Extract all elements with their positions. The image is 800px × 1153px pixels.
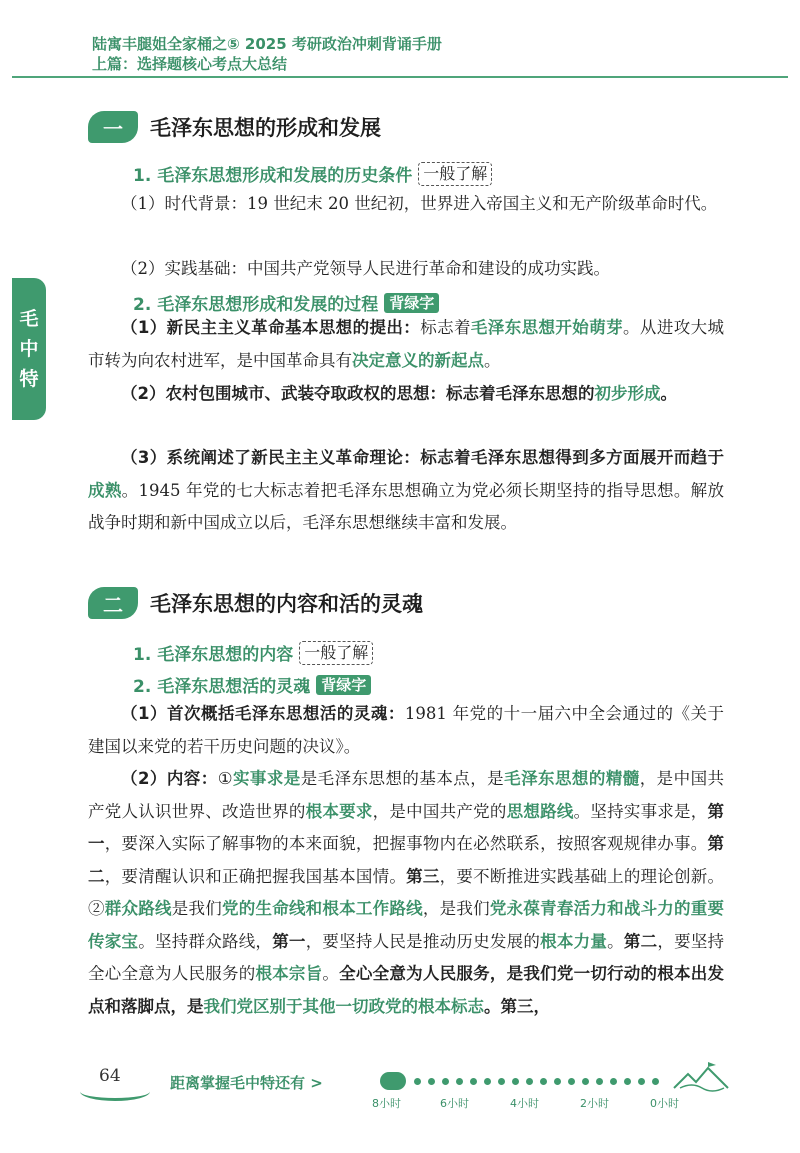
subheading-content [133, 640, 373, 665]
subheading-text: 1. 毛泽东思想形成和发展的历史条件 [133, 166, 413, 186]
progress-dot [428, 1078, 435, 1085]
hour-label: 8小时 [372, 1097, 401, 1110]
progress-start-marker [380, 1072, 406, 1090]
progress-dot [568, 1078, 575, 1085]
paragraph-era-background: （1）时代背景：19 世纪末 20 世纪初，世界进入帝国主义和无产阶级革命时代。 [121, 194, 718, 213]
progress-dot [456, 1078, 463, 1085]
progress-dot [554, 1078, 561, 1085]
subheading-text: 1. 毛泽东思想的内容 [133, 645, 294, 665]
progress-dot [610, 1078, 617, 1085]
page-number: 64 [99, 1066, 121, 1086]
progress-dot [638, 1078, 645, 1085]
page-number-underline [80, 1082, 150, 1101]
running-header-subtitle: 上篇：选择题核心考点大总结 [92, 55, 288, 73]
section-title: 毛泽东思想的形成和发展 [150, 116, 381, 140]
mountain-flag-icon [672, 1062, 732, 1092]
subheading-text: 2. 毛泽东思想形成和发展的过程 [133, 295, 379, 315]
progress-dot [652, 1078, 659, 1085]
hour-label: 4小时 [510, 1097, 539, 1110]
tag-memorize-green: 背绿字 [384, 293, 439, 313]
progress-dot [582, 1078, 589, 1085]
paragraph-content-detail: （2）内容：①实事求是是毛泽东思想的基本点，是毛泽东思想的精髓，是中国共产党人认识世界、改造世界的根本要求，是中国共产党的思想路线。坚持实事求是，第一，要深入实际了解事物的本来面貌，把握事物内在必然联系，按照客观规律办事。第二，要清醒认识和正确把握我国基本国情。第三，要不断推进实践基础上的理论创新。②群众路线是我们党的生命线和根本工作路线，是我们党永葆青春活力和战斗力的重要传家宝。坚持群众路线，第一，要坚持人民是推动历史发展的根本力量。第二，要坚持全心全意为人民服务的根本宗旨。全心全意为人民服务，是我们党一切行动的根本出发点和落脚点，是我们党区别于其他一切政党的根本标志。第三， [88, 769, 725, 1016]
hour-label: 0小时 [650, 1097, 679, 1110]
progress-dot [624, 1078, 631, 1085]
subheading-historical-conditions [133, 161, 492, 186]
paragraph-process-2: （2）农村包围城市、武装夺取政权的思想：标志着毛泽东思想的初步形成。 [121, 384, 677, 403]
side-chapter-tab[interactable] [12, 278, 46, 420]
section-number-badge: 一 [88, 111, 138, 143]
progress-dot [526, 1078, 533, 1085]
progress-dot [540, 1078, 547, 1085]
paragraph-process-1: （1）新民主主义革命基本思想的提出：标志着毛泽东思想开始萌芽。从进攻大城市转为向农村进军，是中国革命具有决定意义的新起点。 [88, 318, 725, 370]
section-heading-1 [88, 111, 381, 143]
subheading-text: 2. 毛泽东思想活的灵魂 [133, 677, 311, 697]
progress-dot [470, 1078, 477, 1085]
tag-general-understanding: 一般了解 [299, 641, 373, 665]
progress-track [380, 1072, 680, 1092]
side-tab-char: 特 [19, 368, 39, 390]
section-number-badge: 二 [88, 587, 138, 619]
tag-general-understanding: 一般了解 [418, 162, 492, 186]
paragraph-process-3: （3）系统阐述了新民主主义革命理论：标志着毛泽东思想得到多方面展开而趋于成熟。1945 年党的七大标志着把毛泽东思想确立为党必须长期坚持的指导思想。解放战争时期和新中国成立以后，毛泽东思想继续丰富和发展。 [88, 448, 724, 532]
section-title: 毛泽东思想的内容和活的灵魂 [150, 592, 423, 616]
side-tab-char: 中 [19, 338, 39, 360]
paragraph-practical-basis: （2）实践基础：中国共产党领导人民进行革命和建设的成功实践。 [121, 259, 610, 278]
tag-memorize-green: 背绿字 [316, 675, 371, 695]
paragraph-first-summary: （1）首次概括毛泽东思想活的灵魂：1981 年党的十一届六中全会通过的《关于建国以来党的若干历史问题的决议》。 [88, 704, 724, 756]
side-tab-char: 毛 [19, 308, 39, 330]
header-divider [12, 76, 788, 78]
hour-label: 2小时 [580, 1097, 609, 1110]
progress-dot [498, 1078, 505, 1085]
countdown-label: 距离掌握毛中特还有 > [170, 1074, 323, 1092]
progress-dot [442, 1078, 449, 1085]
subheading-living-soul [133, 672, 371, 697]
progress-dot [512, 1078, 519, 1085]
progress-dot [484, 1078, 491, 1085]
section-heading-2 [88, 587, 423, 619]
progress-dot [414, 1078, 421, 1085]
progress-dot [596, 1078, 603, 1085]
running-header-title: 陆寓丰腿姐全家桶之⑤ 2025 考研政治冲刺背诵手册 [92, 35, 442, 53]
hour-label: 6小时 [440, 1097, 469, 1110]
